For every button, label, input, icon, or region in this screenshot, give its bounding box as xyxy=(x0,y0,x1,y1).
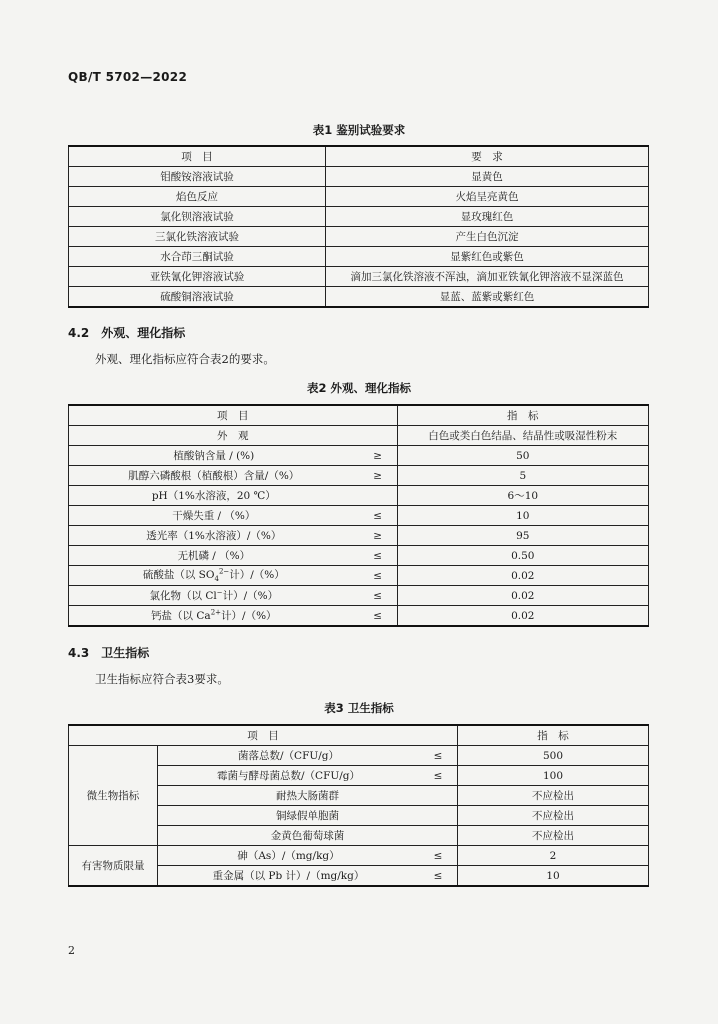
table-cell: 干燥失重 / （%） xyxy=(69,506,359,526)
comparison-symbol: ≤ xyxy=(359,546,398,566)
table-cell: 无机磷 / （%） xyxy=(69,546,359,566)
table-cell xyxy=(69,566,359,586)
table-row xyxy=(69,446,649,466)
table3-header-item: 项 目 xyxy=(69,725,458,746)
table-cell: 焰色反应 xyxy=(69,187,326,207)
table1-header-requirement: 要 求 xyxy=(326,146,649,167)
table3-caption: 表3 卫生指标 xyxy=(324,701,394,715)
table-cell: pH（1%水溶液，20 ℃） xyxy=(69,486,359,506)
table-row xyxy=(69,586,649,606)
comparison-symbol: ≤ xyxy=(419,866,458,887)
comparison-symbol: ≥ xyxy=(359,526,398,546)
table-cell: 肌醇六磷酸根（植酸根）含量/（%） xyxy=(69,466,359,486)
table-row xyxy=(69,546,649,566)
table-cell: 显黄色 xyxy=(326,167,649,187)
table3 xyxy=(68,724,649,887)
table-cell: 100 xyxy=(458,766,649,786)
table-cell: 显蓝、蓝紫或紫红色 xyxy=(326,287,649,308)
table-row xyxy=(69,267,649,287)
table-row xyxy=(69,526,649,546)
table-cell: 外 观 xyxy=(69,426,398,446)
table-cell: 亚铁氰化钾溶液试验 xyxy=(69,267,326,287)
table-row xyxy=(69,227,649,247)
table-row xyxy=(69,846,649,866)
comparison-symbol: ≤ xyxy=(419,746,458,766)
comparison-symbol: ≤ xyxy=(359,566,398,586)
comparison-symbol: ≤ xyxy=(359,586,398,606)
table-cell: 不应检出 xyxy=(458,806,649,826)
table-row xyxy=(69,187,649,207)
table3-header-row xyxy=(69,725,649,746)
table-row xyxy=(69,606,649,627)
table-row xyxy=(69,506,649,526)
cell-text: 硫酸盐（以 SO xyxy=(142,569,215,582)
table-cell xyxy=(69,586,359,606)
table1 xyxy=(68,145,649,308)
comparison-symbol: ≤ xyxy=(419,766,458,786)
table2-caption: 表2 外观、理化指标 xyxy=(306,381,411,395)
table-cell: 铜绿假单胞菌 xyxy=(158,806,458,826)
table2-header-value: 指 标 xyxy=(397,405,648,426)
table-row xyxy=(69,167,649,187)
table-cell: 水合茚三酮试验 xyxy=(69,247,326,267)
table-cell: 滴加三氯化铁溶液不浑浊，滴加亚铁氰化钾溶液不显深蓝色 xyxy=(326,267,649,287)
table-cell: 2 xyxy=(458,846,649,866)
comparison-symbol: ≥ xyxy=(359,466,398,486)
table-cell: 霉菌与酵母菌总数/（CFU/g） xyxy=(158,766,420,786)
section-paragraph: 卫生指标应符合表3要求。 xyxy=(95,672,229,686)
table-cell: 火焰呈亮黄色 xyxy=(326,187,649,207)
cell-text: 钙盐（以 Ca xyxy=(151,610,211,622)
table-row xyxy=(69,566,649,586)
table2 xyxy=(68,404,649,627)
superscript: 2+ xyxy=(210,608,222,617)
section-title: 外观、理化指标 xyxy=(101,326,186,340)
table-row xyxy=(69,247,649,267)
table-cell: 金黄色葡萄球菌 xyxy=(158,826,458,846)
table-cell: 6～10 xyxy=(397,486,648,506)
table-cell: 氯化钡溶液试验 xyxy=(69,207,326,227)
comparison-symbol: ≥ xyxy=(359,446,398,466)
table-row xyxy=(69,207,649,227)
table2-header-row xyxy=(69,405,649,426)
table-cell: 产生白色沉淀 xyxy=(326,227,649,247)
table-cell: 不应检出 xyxy=(458,826,649,846)
table-cell: 砷（As）/（mg/kg） xyxy=(158,846,420,866)
table-cell: 白色或类白色结晶、结晶性或吸湿性粉末 xyxy=(397,426,648,446)
table1-header-item: 项 目 xyxy=(69,146,326,167)
table1-caption: 表1 鉴别试验要求 xyxy=(312,123,406,137)
table-cell: 透光率（1%水溶液）/（%） xyxy=(69,526,359,546)
table1-header-row xyxy=(69,146,649,167)
page-number: 2 xyxy=(68,944,75,957)
cell-text: 氯化物（以 Cl xyxy=(149,590,217,602)
table-cell: 不应检出 xyxy=(458,786,649,806)
table-cell: 0.02 xyxy=(397,566,648,586)
comparison-symbol xyxy=(359,486,398,506)
section-title: 卫生指标 xyxy=(101,646,150,660)
table-cell: 5 xyxy=(397,466,648,486)
table-cell: 0.02 xyxy=(397,586,648,606)
group-label: 有害物质限量 xyxy=(69,846,158,887)
section-heading xyxy=(68,324,185,341)
subscript: 4 xyxy=(214,575,219,584)
table-row xyxy=(69,746,649,766)
table-cell: 耐热大肠菌群 xyxy=(158,786,458,806)
cell-text: 计）/（%） xyxy=(229,569,285,582)
table-cell: 500 xyxy=(458,746,649,766)
superscript: − xyxy=(216,588,223,597)
table-cell: 植酸钠含量 / (%) xyxy=(69,446,359,466)
table-cell: 硫酸铜溶液试验 xyxy=(69,287,326,308)
group-label: 微生物指标 xyxy=(69,746,158,846)
section-number: 4.2 xyxy=(68,326,90,340)
table-cell: 菌落总数/（CFU/g） xyxy=(158,746,420,766)
table-cell: 0.02 xyxy=(397,606,648,627)
table-cell: 10 xyxy=(458,866,649,887)
table-cell: 重金属（以 Pb 计）/（mg/kg） xyxy=(158,866,420,887)
section-number: 4.3 xyxy=(68,646,90,660)
table-row xyxy=(69,287,649,308)
table-cell: 显紫红色或紫色 xyxy=(326,247,649,267)
table-cell: 50 xyxy=(397,446,648,466)
table-cell: 显玫瑰红色 xyxy=(326,207,649,227)
table-row xyxy=(69,466,649,486)
cell-text: 计）/（%） xyxy=(222,590,279,602)
table3-header-value: 指 标 xyxy=(458,725,649,746)
comparison-symbol: ≤ xyxy=(359,506,398,526)
section-paragraph: 外观、理化指标应符合表2的要求。 xyxy=(95,352,275,366)
table-row xyxy=(69,486,649,506)
table2-header-item: 项 目 xyxy=(69,405,398,426)
comparison-symbol: ≤ xyxy=(419,846,458,866)
table-cell: 95 xyxy=(397,526,648,546)
table-cell xyxy=(69,606,359,627)
table-cell: 钼酸铵溶液试验 xyxy=(69,167,326,187)
section-heading xyxy=(68,644,149,661)
table-cell: 10 xyxy=(397,506,648,526)
table-row xyxy=(69,426,649,446)
comparison-symbol: ≤ xyxy=(359,606,398,627)
cell-text: 计）/（%） xyxy=(221,610,277,622)
table-cell: 三氯化铁溶液试验 xyxy=(69,227,326,247)
table-cell: 0.50 xyxy=(397,546,648,566)
superscript: 2− xyxy=(218,567,230,576)
standard-code: QB/T 5702—2022 xyxy=(68,70,188,84)
